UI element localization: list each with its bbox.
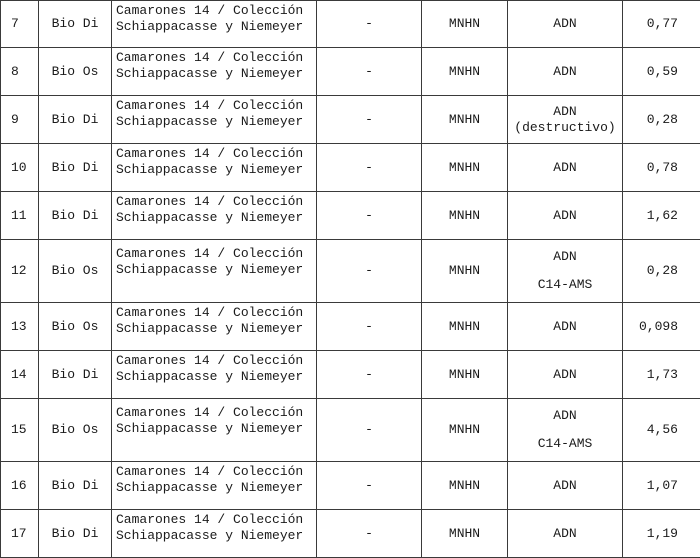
analysis-cell [508,144,623,192]
analysis-cell [508,351,623,399]
collection-line-1: Camarones 14 / Colección [116,464,312,480]
collection-line-2: Schiappacasse y Niemeyer [116,321,312,337]
sample-type: Bio Os [39,240,112,303]
institution-cell: MNHN [422,399,508,462]
institution-cell: MNHN [422,240,508,303]
collection-line-2: Schiappacasse y Niemeyer [116,210,312,226]
value-cell: 1,73 [623,351,700,399]
institution-cell: MNHN [422,303,508,351]
institution-cell: MNHN [422,48,508,96]
table-row [1,399,700,462]
collection-cell [112,303,317,351]
collection-line-2: Schiappacasse y Niemeyer [116,162,312,178]
collection-cell [112,48,317,96]
analysis-line-2: C14-AMS [512,436,618,452]
analysis-spacer [512,265,618,277]
sample-type: Bio Os [39,303,112,351]
collection-line-1: Camarones 14 / Colección [116,146,312,162]
value-cell: 1,19 [623,510,700,558]
collection-line-2: Schiappacasse y Niemeyer [116,19,312,35]
value-cell: 0,28 [623,96,700,144]
table-row [1,96,700,144]
dash-cell: - [317,48,422,96]
analysis-cell [508,399,623,462]
collection-line-2: Schiappacasse y Niemeyer [116,369,312,385]
collection-line-2: Schiappacasse y Niemeyer [116,262,312,278]
collection-line-1: Camarones 14 / Colección [116,405,312,421]
table-row [1,240,700,303]
collection-line-2: Schiappacasse y Niemeyer [116,114,312,130]
value-cell: 4,56 [623,399,700,462]
analysis-cell [508,303,623,351]
collection-line-2: Schiappacasse y Niemeyer [116,480,312,496]
dash-cell: - [317,303,422,351]
dash-cell: - [317,1,422,48]
dash-cell: - [317,192,422,240]
institution-cell: MNHN [422,462,508,510]
table-row [1,462,700,510]
table-row [1,510,700,558]
analysis-line-1: ADN [512,478,618,494]
collection-cell [112,240,317,303]
table-row [1,192,700,240]
row-number: 14 [1,351,39,399]
dash-cell: - [317,96,422,144]
sample-type: Bio Di [39,192,112,240]
analysis-line-1: ADN [512,408,618,424]
analysis-line-1: ADN [512,526,618,542]
row-number: 7 [1,1,39,48]
table-row [1,48,700,96]
collection-cell [112,1,317,48]
row-number: 8 [1,48,39,96]
collection-line-2: Schiappacasse y Niemeyer [116,421,312,437]
analysis-cell [508,1,623,48]
value-cell: 1,62 [623,192,700,240]
analysis-line-1: ADN [512,367,618,383]
collection-cell [112,96,317,144]
analysis-spacer [512,424,618,436]
table-row [1,144,700,192]
collection-line-1: Camarones 14 / Colección [116,512,312,528]
row-number: 13 [1,303,39,351]
table-row [1,1,700,48]
row-number: 16 [1,462,39,510]
collection-cell [112,351,317,399]
analysis-line-1: ADN [512,104,618,120]
row-number: 11 [1,192,39,240]
institution-cell: MNHN [422,510,508,558]
row-number: 17 [1,510,39,558]
collection-line-2: Schiappacasse y Niemeyer [116,528,312,544]
analysis-line-2: C14-AMS [512,277,618,293]
collection-line-1: Camarones 14 / Colección [116,3,312,19]
institution-cell: MNHN [422,1,508,48]
collection-line-1: Camarones 14 / Colección [116,194,312,210]
value-cell: 0,28 [623,240,700,303]
dash-cell: - [317,399,422,462]
collection-line-1: Camarones 14 / Colección [116,246,312,262]
institution-cell: MNHN [422,144,508,192]
value-cell: 0,59 [623,48,700,96]
sample-type: Bio Di [39,96,112,144]
collection-cell [112,399,317,462]
analysis-cell [508,510,623,558]
collection-cell [112,510,317,558]
analysis-line-1: ADN [512,249,618,265]
dash-cell: - [317,240,422,303]
sample-type: Bio Di [39,510,112,558]
analysis-line-1: ADN [512,319,618,335]
row-number: 10 [1,144,39,192]
value-cell: 0,77 [623,1,700,48]
collection-line-1: Camarones 14 / Colección [116,98,312,114]
collection-line-1: Camarones 14 / Colección [116,353,312,369]
analysis-line-1: ADN [512,160,618,176]
institution-cell: MNHN [422,96,508,144]
collection-line-1: Camarones 14 / Colección [116,305,312,321]
analysis-cell [508,192,623,240]
collection-cell [112,144,317,192]
analysis-cell [508,462,623,510]
institution-cell: MNHN [422,351,508,399]
collection-line-1: Camarones 14 / Colección [116,50,312,66]
analysis-cell [508,240,623,303]
analysis-cell [508,96,623,144]
sample-type: Bio Di [39,351,112,399]
collection-cell [112,192,317,240]
row-number: 12 [1,240,39,303]
dash-cell: - [317,510,422,558]
collection-cell [112,462,317,510]
analysis-cell [508,48,623,96]
sample-type: Bio Os [39,399,112,462]
row-number: 9 [1,96,39,144]
value-cell: 0,098 [623,303,700,351]
value-cell: 0,78 [623,144,700,192]
analysis-line-2: (destructivo) [512,120,618,136]
dash-cell: - [317,144,422,192]
analysis-line-1: ADN [512,16,618,32]
table-row [1,351,700,399]
analysis-line-1: ADN [512,64,618,80]
collection-line-2: Schiappacasse y Niemeyer [116,66,312,82]
value-cell: 1,07 [623,462,700,510]
sample-type: Bio Os [39,48,112,96]
row-number: 15 [1,399,39,462]
table-row [1,303,700,351]
sample-type: Bio Di [39,1,112,48]
analysis-line-1: ADN [512,208,618,224]
sample-type: Bio Di [39,462,112,510]
institution-cell: MNHN [422,192,508,240]
dash-cell: - [317,462,422,510]
sample-type: Bio Di [39,144,112,192]
dash-cell: - [317,351,422,399]
